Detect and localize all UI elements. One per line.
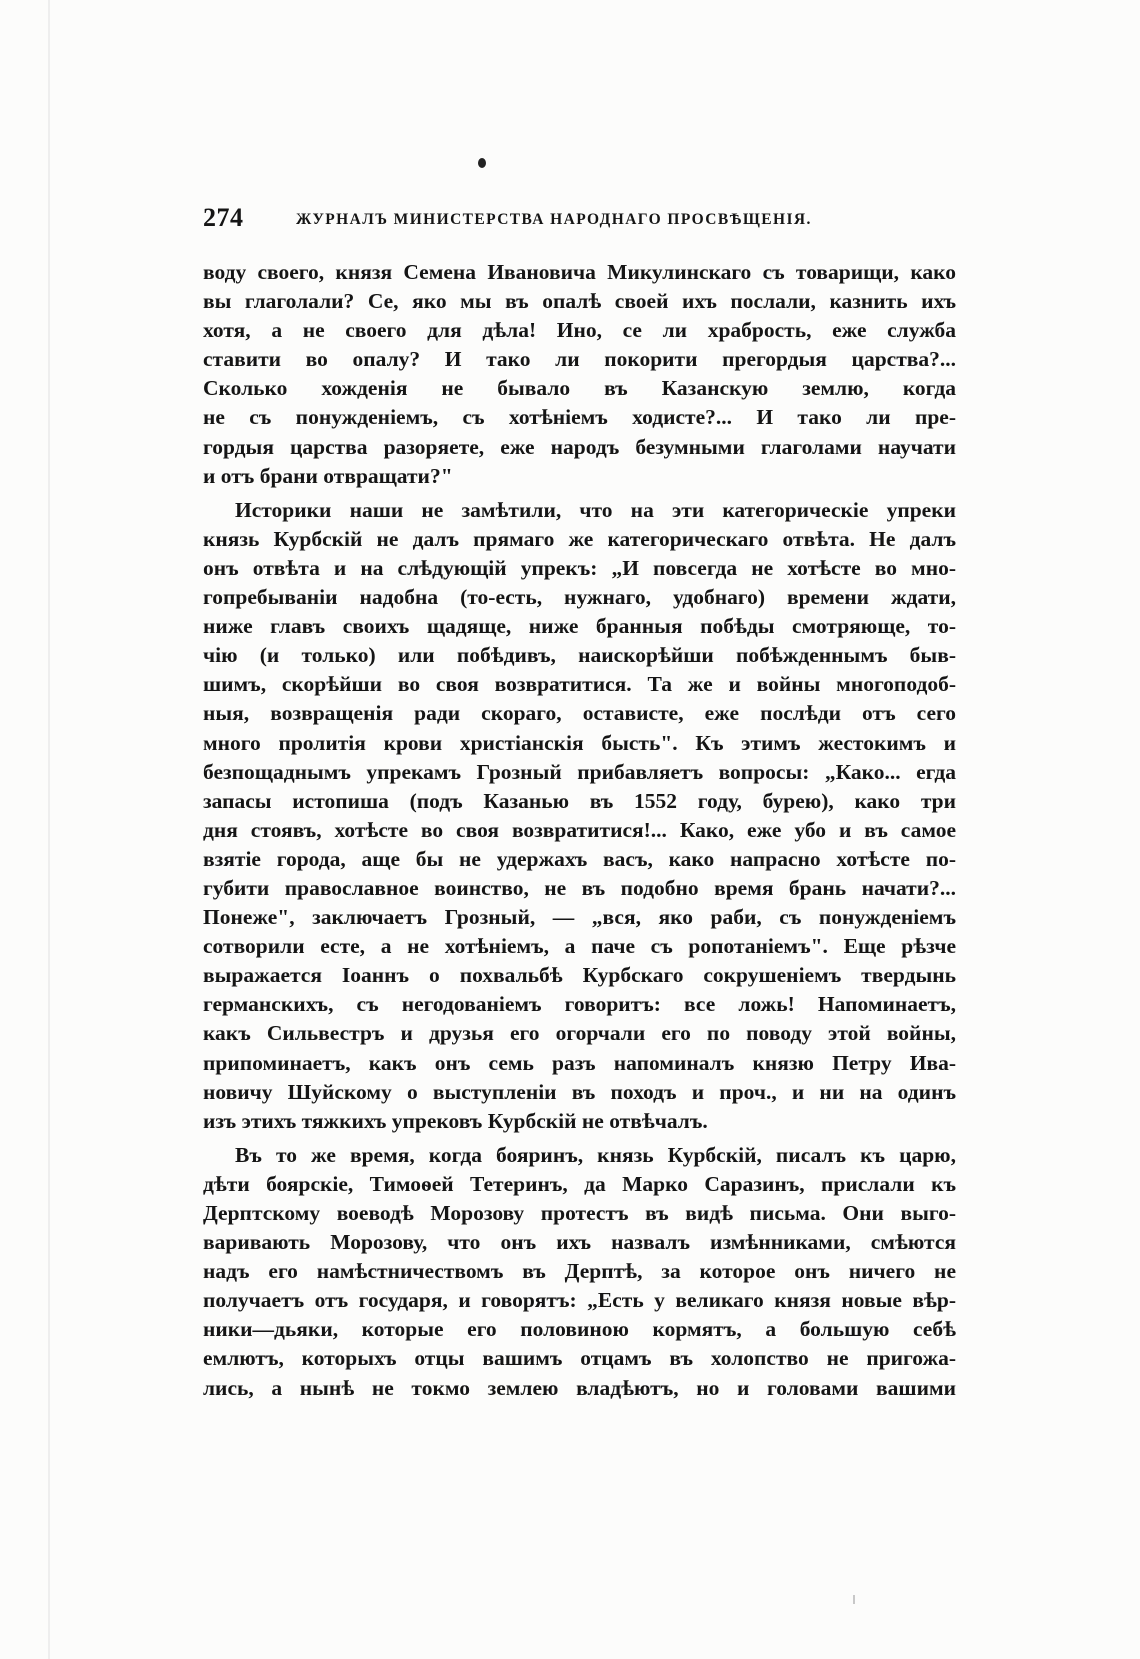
- scan-speck: [853, 1595, 855, 1604]
- text-line: припоминаетъ, какъ онъ семь разъ напоминалъ князю Петру Ива-: [203, 1050, 956, 1075]
- text-line: шимъ, скорѣйши во своя возвратитися. Та же и войны многоподоб-: [203, 672, 956, 697]
- text-line: гопребываніи надобна (то-есть, нужнаго, удобнаго) времени ждати,: [203, 585, 956, 610]
- text-line: чію (и только) или побѣдивъ, наискорѣйши побѣжденнымъ быв-: [203, 643, 956, 668]
- text-line: изъ этихъ тяжкихъ упрековъ Курбскій не отвѣчалъ.: [203, 1108, 708, 1133]
- text-line: ники—дьяки, которые его половиною кормятъ, а большую себѣ: [203, 1317, 956, 1342]
- text-line: Понеже", заключаетъ Грозный, — „вся, яко раби, съ понужденіемъ: [203, 905, 956, 930]
- text-line: взятіе города, аще бы не удержахъ васъ, како напрасно хотѣсте по-: [203, 846, 956, 871]
- text-line: ниже главъ своихъ щадяще, ниже бранныя побѣды смотряюще, то-: [203, 614, 956, 639]
- text-line: емлютъ, которыхъ отцы вашимъ отцамъ въ холопство не пригожа-: [203, 1346, 956, 1371]
- text-line: и отъ брани отвращати?": [203, 463, 453, 488]
- text-line: запасы истопиша (подъ Казанью въ 1552 году, бурею), како три: [203, 788, 956, 813]
- paragraph-1: [203, 258, 956, 491]
- text-line: лись, а нынѣ не токмо землею владѣютъ, но и головами вашими: [203, 1375, 956, 1400]
- text-line: не съ понужденіемъ, съ хотѣніемъ ходисте?... И тако ли пре-: [203, 405, 956, 430]
- text-line: ныя, возвращенія ради скораго, остависте, еже послѣди отъ сего: [203, 701, 956, 726]
- text-line: хотя, а не своего для дѣла! Ино, се ли храбрость, еже служба: [203, 318, 956, 343]
- text-line: сотворили есте, а не хотѣніемъ, а паче съ ропотаніемъ". Еще рѣзче: [203, 934, 956, 959]
- text-line: ставити во опалу? И тако ли покорити прегордыя царства?...: [203, 347, 956, 372]
- text-line: губити православное воинство, не въ подобно время брань начати?...: [203, 875, 956, 900]
- text-line: германскихъ, съ негодованіемъ говоритъ: все ложь! Напоминаетъ,: [203, 992, 956, 1017]
- body-text: [203, 258, 956, 1403]
- text-line: безпощаднымъ упрекамъ Грозный прибавляетъ вопросы: „Како... егда: [203, 759, 956, 784]
- text-line: Дерптскому воеводѣ Морозову протестъ въ видѣ письма. Они выго-: [203, 1201, 956, 1225]
- text-line: дѣти боярскіе, Тимоѳей Тетеринъ, да Марко Саразинъ, прислали къ: [203, 1171, 956, 1196]
- text-line: князь Курбскій не далъ прямаго же категорическаго отвѣта. Не далъ: [203, 526, 956, 551]
- text-line: какъ Сильвестръ и друзья его огорчали его по поводу этой войны,: [203, 1021, 956, 1046]
- page-number: 274: [203, 203, 244, 232]
- text-line: много пролитія крови христіанскія бысть". Къ этимъ жестокимъ и: [203, 730, 956, 755]
- ink-dot: [478, 158, 486, 168]
- text-line: Историки наши не замѣтили, что на эти категорическіе упреки: [235, 497, 956, 522]
- text-line: вы глаголали? Се, яко мы въ опалѣ своей ихъ послали, казнить ихъ: [203, 289, 956, 314]
- paragraph-2: [203, 496, 956, 1136]
- text-line: Въ то же время, когда бояринъ, князь Курбскій, писалъ къ царю,: [235, 1142, 956, 1167]
- page-header: [203, 203, 956, 239]
- text-line: получаетъ отъ государя, и говорятъ: „Есть у великаго князя новые вѣр-: [203, 1288, 956, 1313]
- text-line: новичу Шуйскому о выступленіи въ походъ и проч., и ни на одинъ: [203, 1079, 956, 1104]
- text-line: выражается Іоаннъ о похвальбѣ Курбскаго сокрушеніемъ твердынь: [203, 963, 956, 988]
- text-line: варивають Морозову, что онъ ихъ назвалъ измѣнниками, смѣются: [203, 1230, 956, 1255]
- text-line: воду своего, князя Семена Ивановича Микулинскаго съ товарищи, како: [203, 260, 956, 284]
- running-title: ЖУРНАЛЪ МИНИСТЕРСТВА НАРОДНАГО ПРОСВѢЩЕНІЯ.: [296, 211, 812, 228]
- text-line: дня стоявъ, хотѣсте во своя возвратитися!... Како, еже убо и въ самое: [203, 817, 956, 842]
- text-line: Сколько хожденія не бывало въ Казанскую землю, когда: [203, 376, 956, 401]
- text-line: гордыя царства разоряете, еже народъ безумными глаголами научати: [203, 434, 956, 459]
- paragraph-3: [203, 1141, 956, 1403]
- text-line: надъ его намѣстничествомъ въ Дерптѣ, за которое онъ ничего не: [203, 1259, 956, 1284]
- text-line: онъ отвѣта и на слѣдующій упрекъ: „И повсегда не хотѣсте во мно-: [203, 555, 956, 580]
- scan-edge: [48, 0, 50, 1659]
